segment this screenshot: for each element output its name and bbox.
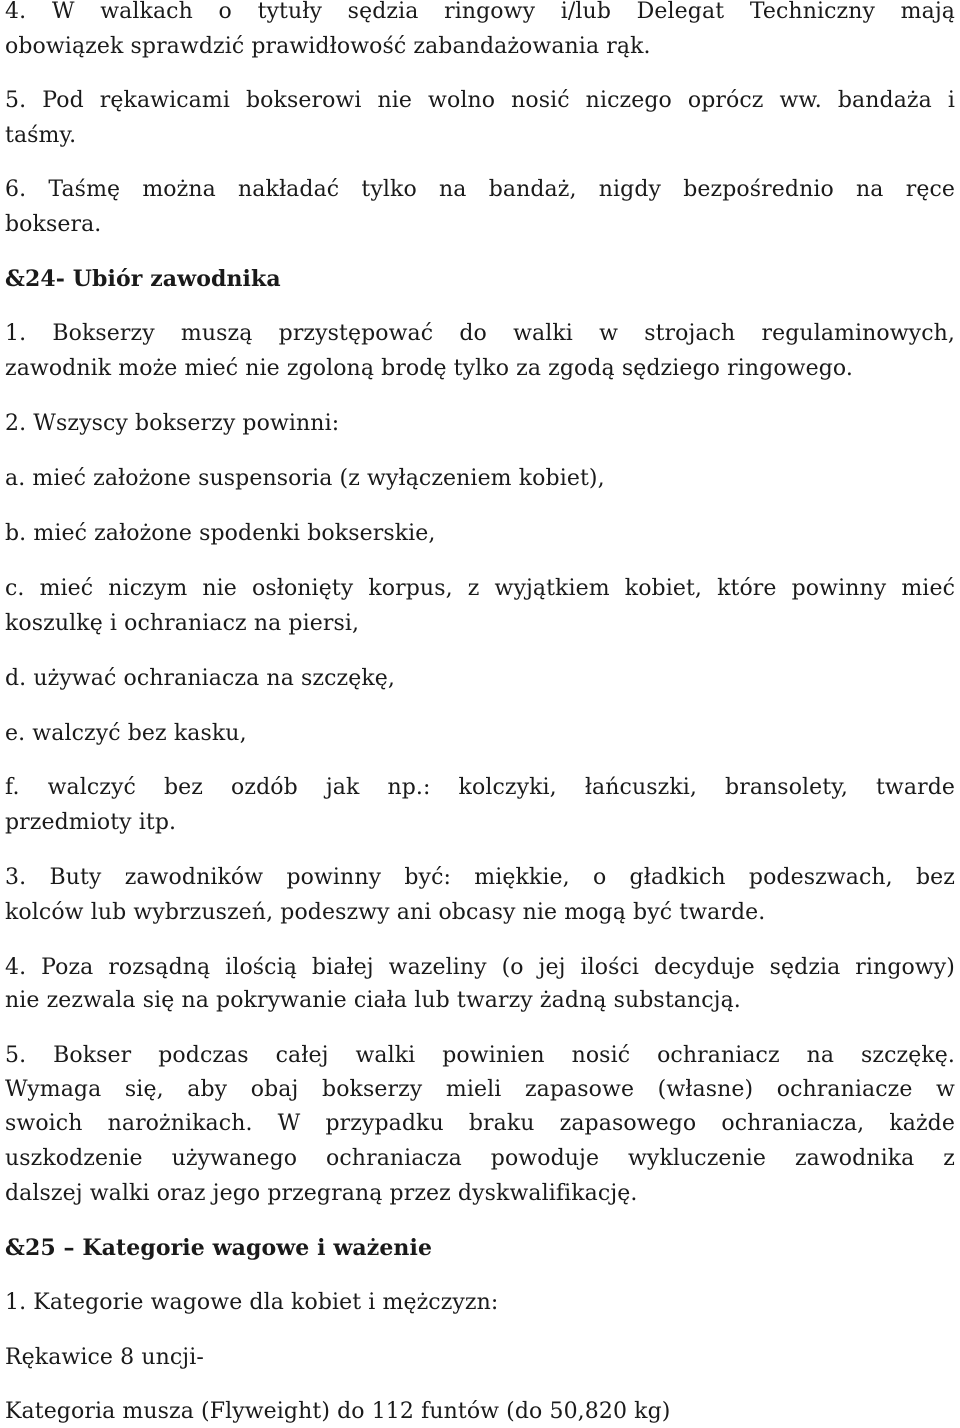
paragraph-line: Kategoria musza (Flyweight) do 112 funtów (do 50,820 kg) xyxy=(5,1399,671,1424)
list-item: b. mieć założone spodenki bokserskie, xyxy=(5,521,436,546)
paragraph-line: taśmy. xyxy=(5,123,77,148)
paragraph-line: kolców lub wybrzuszeń, podeszwy ani obcasy nie mogą być twarde. xyxy=(5,900,766,925)
paragraph-line: swoich narożnikach. W przypadku braku zapasowego ochraniacza, każde xyxy=(5,1111,955,1136)
paragraph-line: 4. Poza rozsądną ilością białej wazeliny (o jej ilości decyduje sędzia ringowy) xyxy=(5,955,955,980)
paragraph-line: nie zezwala się na pokrywanie ciała lub twarzy żadną substancją. xyxy=(5,988,741,1013)
list-item: d. używać ochraniacza na szczękę, xyxy=(5,666,395,691)
paragraph-line: uszkodzenie używanego ochraniacza powoduje wykluczenie zawodnika z xyxy=(5,1146,955,1171)
section-heading: &24- Ubiór zawodnika xyxy=(5,266,281,292)
paragraph-line: 1. Bokserzy muszą przystępować do walki w strojach regulaminowych, xyxy=(5,321,955,346)
paragraph-line: Wymaga się, aby obaj bokserzy mieli zapasowe (własne) ochraniacze w xyxy=(5,1077,955,1102)
paragraph-line: 5. Bokser podczas całej walki powinien nosić ochraniacz na szczękę. xyxy=(5,1043,955,1068)
paragraph-line: 3. Buty zawodników powinny być: miękkie, o gładkich podeszwach, bez xyxy=(5,865,955,890)
list-item: a. mieć założone suspensoria (z wyłączeniem kobiet), xyxy=(5,466,605,491)
paragraph-line: Rękawice 8 uncji- xyxy=(5,1345,204,1370)
section-heading: &25 – Kategorie wagowe i ważenie xyxy=(5,1235,433,1261)
paragraph-line: boksera. xyxy=(5,212,102,237)
paragraph-line: 6. Taśmę można nakładać tylko na bandaż, nigdy bezpośrednio na ręce xyxy=(5,177,955,202)
list-item: e. walczyć bez kasku, xyxy=(5,721,247,746)
paragraph-line: obowiązek sprawdzić prawidłowość zabandażowania rąk. xyxy=(5,34,651,59)
list-item-continuation: przedmioty itp. xyxy=(5,810,177,835)
paragraph-line: 4. W walkach o tytuły sędzia ringowy i/lub Delegat Techniczny mają xyxy=(5,0,955,24)
list-item-continuation: koszulkę i ochraniacz na piersi, xyxy=(5,611,360,636)
paragraph-line: 2. Wszyscy bokserzy powinni: xyxy=(5,411,340,436)
paragraph-line: dalszej walki oraz jego przegraną przez dyskwalifikację. xyxy=(5,1181,638,1206)
paragraph-line: 5. Pod rękawicami bokserowi nie wolno nosić niczego oprócz ww. bandaża i xyxy=(5,88,955,113)
list-item: f. walczyć bez ozdób jak np.: kolczyki, łańcuszki, bransolety, twarde xyxy=(5,775,955,800)
paragraph-line: 1. Kategorie wagowe dla kobiet i mężczyzn: xyxy=(5,1290,499,1315)
paragraph-line: zawodnik może mieć nie zgoloną brodę tylko za zgodą sędziego ringowego. xyxy=(5,356,853,381)
list-item: c. mieć niczym nie osłonięty korpus, z wyjątkiem kobiet, które powinny mieć xyxy=(5,576,955,601)
